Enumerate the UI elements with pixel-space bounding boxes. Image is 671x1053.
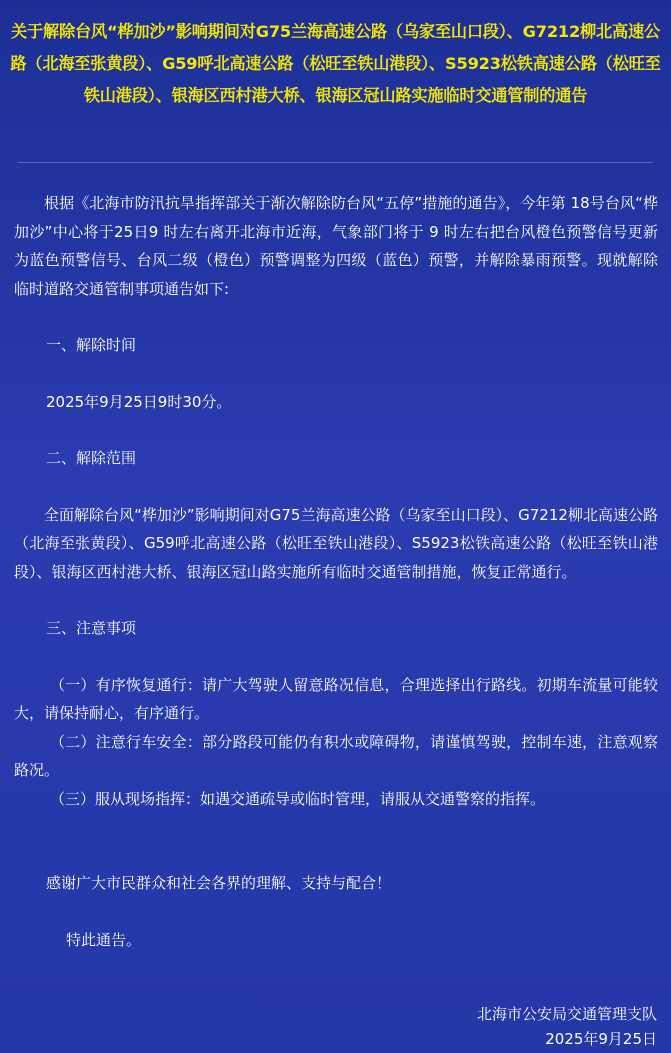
title-divider <box>18 162 653 163</box>
notice-title: 关于解除台风“桦加沙”影响期间对G75兰海高速公路（乌家至山口段）、G7212柳北高速公路（北海至张黄段）、G59呼北高速公路（松旺至铁山港段）、S5923松铁高速公路（松旺至铁山港段）、银海区西村港大桥、银海区冠山路实施临时交通管制的通告 <box>10 22 661 105</box>
section1-heading: 一、解除时间 <box>46 336 137 354</box>
section2-heading: 二、解除范围 <box>46 449 137 467</box>
spacer <box>14 841 658 869</box>
issuer-name: 北海市公安局交通管理支队 <box>476 1005 657 1023</box>
spacer <box>14 586 658 614</box>
signature-block <box>397 1002 657 1052</box>
spacer <box>14 898 658 926</box>
notice-body <box>14 189 658 954</box>
spacer <box>14 473 658 501</box>
closing-text: 特此通告。 <box>66 930 142 949</box>
note-item: （一）有序恢复通行：请广大驾驶人留意路况信息，合理选择出行路线。初期车流量可能较大，请保持耐心，有序通行。 <box>14 675 658 722</box>
spacer <box>14 303 658 331</box>
issue-date: 2025年9月25日 <box>545 1030 657 1048</box>
release-scope-paragraph: 全面解除台风“桦加沙”影响期间对G75兰海高速公路（乌家至山口段）、G7212柳北高速公路（北海至张黄段）、G59呼北高速公路（松旺至铁山港段）、S5923松铁高速公路（松旺至铁山港段）、银海区西村港大桥、银海区冠山路实施所有临时交通管制措施，恢复正常通行。 <box>14 505 658 581</box>
release-time: 2025年9月25日9时30分。 <box>46 392 232 411</box>
thanks-text: 感谢广大市民群众和社会各界的理解、支持与配合！ <box>46 874 392 892</box>
spacer <box>14 360 658 388</box>
intro-paragraph: 根据《北海市防汛抗旱指挥部关于渐次解除防台风“五停”措施的通告》，今年第 18号台风“桦加沙”中心将于25日9 时左右离开北海市近海，气象部门将于 9 时左右把台风橙色预警信号更新为蓝色预警信号、台风二级（橙色）预警调整为四级（蓝色）预警，并解除暴雨预警。现就解除临时道路交通管制事项通告如下: <box>14 194 658 298</box>
note-item: （三）服从现场指挥：如遇交通疏导或临时管理，请服从交通警察的指挥。 <box>50 789 546 808</box>
section3-heading: 三、注意事项 <box>46 619 137 637</box>
spacer <box>14 416 658 444</box>
spacer <box>14 643 658 671</box>
note-item: （二）注意行车安全：部分路段可能仍有积水或障碍物，请谨慎驾驶，控制车速，注意观察路况。 <box>14 732 658 779</box>
spacer <box>14 813 658 841</box>
